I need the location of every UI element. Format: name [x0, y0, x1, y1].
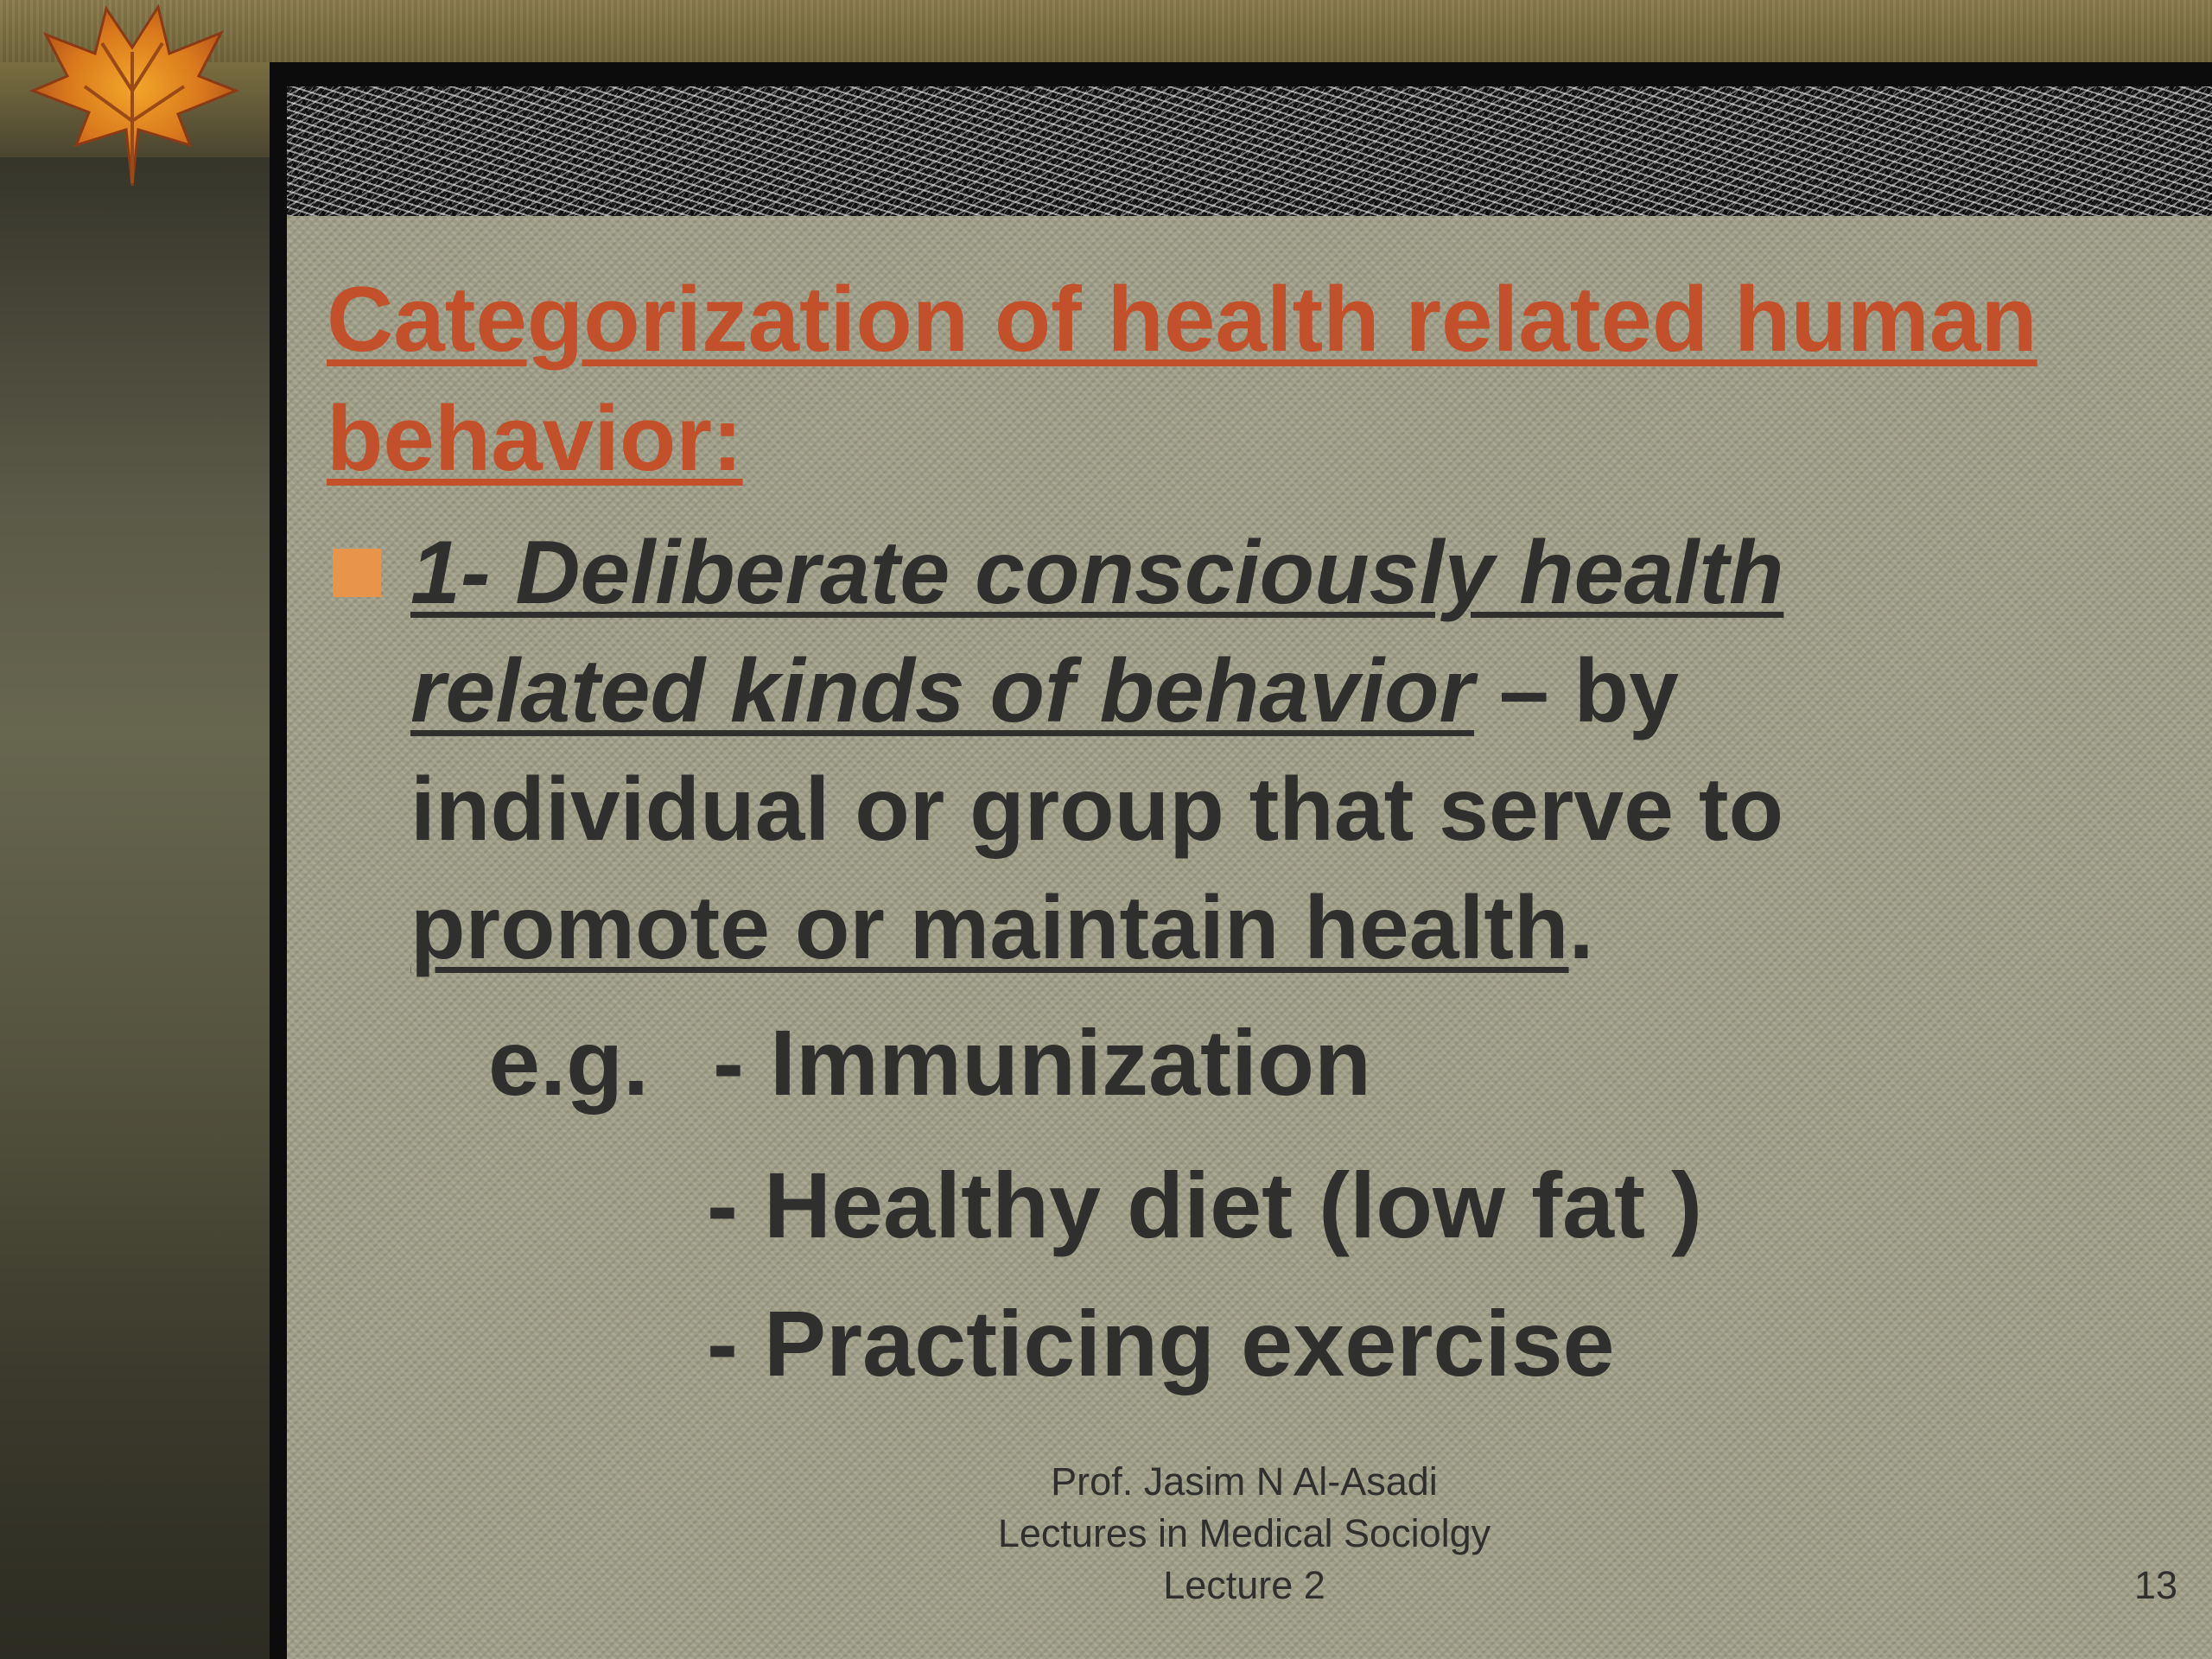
footer-lecture: Lecture 2: [1163, 1563, 1325, 1607]
top-strip: [0, 0, 2212, 62]
bullet-period: .: [1568, 878, 1594, 978]
slide-footer: [864, 1456, 1624, 1611]
footer-author: Prof. Jasim N Al-Asadi: [1051, 1459, 1438, 1503]
footer-course: Lectures in Medical Sociolgy: [997, 1511, 1491, 1555]
maple-leaf-icon: [16, 0, 249, 199]
bullet-dash-by: – by individual or group that serve to: [410, 641, 1784, 860]
slide-title: Categorization of health related human behavior:: [327, 267, 2037, 490]
example-item-healthy-diet: - Healthy diet (low fat ): [707, 1153, 1703, 1257]
bullet-underlined-phrase: promote or maintain health: [410, 878, 1569, 978]
example-label: e.g.: [488, 1010, 650, 1115]
page-number: 13: [2133, 1563, 2177, 1607]
example-item-immunization: - Immunization: [713, 1010, 1371, 1115]
bullet-text: [410, 514, 2052, 988]
square-bullet-icon: [333, 549, 381, 597]
texture-band: [287, 86, 2212, 216]
bullet-heading: 1- Deliberate consciously health related kinds of behavior: [410, 523, 1784, 741]
example-item-exercise: - Practicing exercise: [707, 1291, 1615, 1395]
left-sidebar-column: [0, 62, 270, 1659]
